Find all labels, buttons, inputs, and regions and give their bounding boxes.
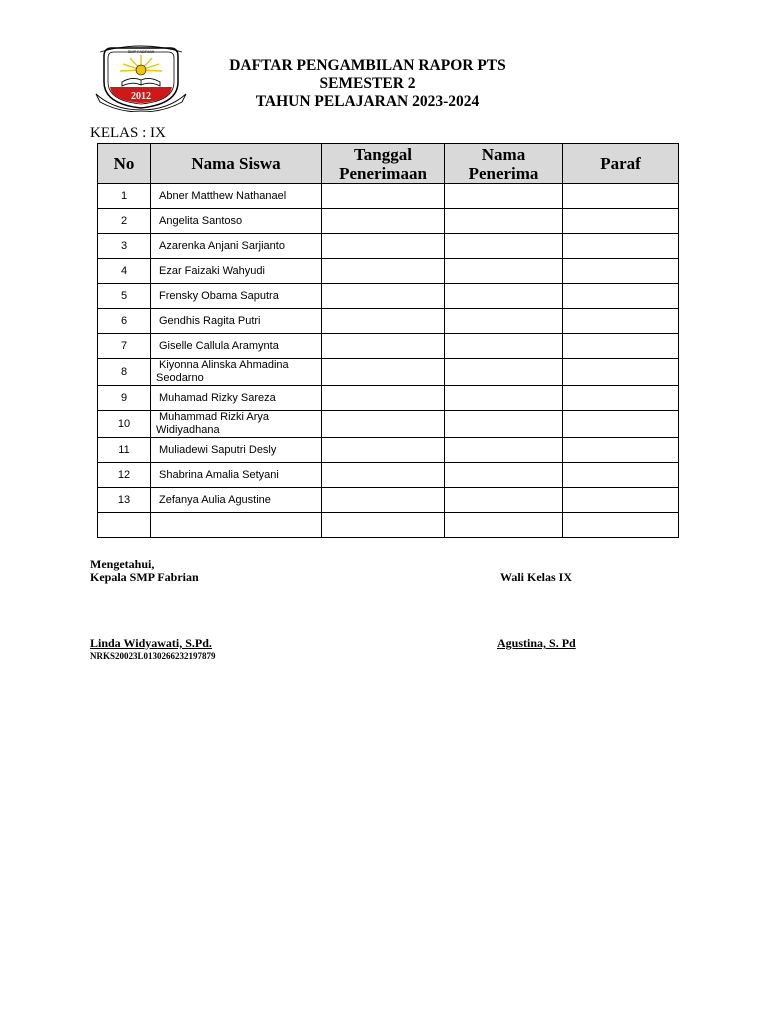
penerima-cell <box>445 259 563 284</box>
tanggal-cell <box>322 234 445 259</box>
header-tanggal-line1: Tanggal <box>354 144 412 164</box>
document-title <box>190 57 545 111</box>
row-number: 1 <box>98 184 151 209</box>
paraf-cell <box>563 309 679 334</box>
wali-kelas-name: Agustina, S. Pd <box>497 636 576 650</box>
student-name-line2: Widiyadhana <box>156 424 220 436</box>
penerima-cell <box>445 386 563 411</box>
row-number: 11 <box>98 438 151 463</box>
penerima-cell <box>445 309 563 334</box>
tanggal-cell <box>322 309 445 334</box>
title-line-3: TAHUN PELAJARAN 2023-2024 <box>255 93 480 110</box>
paraf-cell <box>563 386 679 411</box>
student-name: Angelita Santoso <box>151 209 322 234</box>
row-number: 5 <box>98 284 151 309</box>
student-name-line1: Kiyonna Alinska Ahmadina <box>159 359 289 371</box>
tanggal-cell <box>322 513 445 538</box>
school-logo <box>94 44 188 112</box>
paraf-cell <box>563 411 679 438</box>
tanggal-cell <box>322 411 445 438</box>
penerima-cell <box>445 463 563 488</box>
paraf-cell <box>563 209 679 234</box>
table-row <box>98 438 679 463</box>
kepala-title: Kepala SMP Fabrian <box>90 570 199 584</box>
kepala-name: Linda Widyawati, S.Pd. <box>90 636 212 650</box>
table-row <box>98 259 679 284</box>
student-name <box>151 513 322 538</box>
penerima-cell <box>445 438 563 463</box>
tanggal-cell <box>322 284 445 309</box>
penerima-cell <box>445 411 563 438</box>
row-number: 6 <box>98 309 151 334</box>
paraf-cell <box>563 359 679 386</box>
title-line-2: SEMESTER 2 <box>319 75 416 92</box>
student-name: Muliadewi Saputri Desly <box>151 438 322 463</box>
student-name: Gendhis Ragita Putri <box>151 309 322 334</box>
student-name: Giselle Callula Aramynta <box>151 334 322 359</box>
student-name-line1: Muhammad Rizki Arya <box>159 411 270 423</box>
table-row <box>98 386 679 411</box>
paraf-cell <box>563 234 679 259</box>
tanggal-cell <box>322 209 445 234</box>
penerima-cell <box>445 359 563 386</box>
title-line-1: DAFTAR PENGAMBILAN RAPOR PTS <box>229 57 506 74</box>
header-paraf: Paraf <box>563 144 679 184</box>
paraf-cell <box>563 184 679 209</box>
tanggal-cell <box>322 463 445 488</box>
table-row <box>98 488 679 513</box>
tanggal-cell <box>322 386 445 411</box>
student-name: Abner Matthew Nathanael <box>151 184 322 209</box>
row-number: 12 <box>98 463 151 488</box>
table-row <box>98 463 679 488</box>
penerima-cell <box>445 209 563 234</box>
row-number: 2 <box>98 209 151 234</box>
row-number: 13 <box>98 488 151 513</box>
header-tanggal-penerimaan <box>322 144 445 184</box>
tanggal-cell <box>322 488 445 513</box>
paraf-cell <box>563 463 679 488</box>
row-number: 3 <box>98 234 151 259</box>
table-row-empty <box>98 513 679 538</box>
table-row <box>98 309 679 334</box>
paraf-cell <box>563 488 679 513</box>
header-nama-penerima <box>445 144 563 184</box>
table-row <box>98 334 679 359</box>
student-name: Ezar Faizaki Wahyudi <box>151 259 322 284</box>
student-name <box>151 411 322 438</box>
paraf-cell <box>563 284 679 309</box>
kepala-nrks: NRKS20023L0130266232197879 <box>90 651 216 661</box>
table-header-row <box>98 144 679 184</box>
penerima-cell <box>445 184 563 209</box>
table-row <box>98 411 679 438</box>
row-number: 4 <box>98 259 151 284</box>
tanggal-cell <box>322 359 445 386</box>
header-penerima-line2: Penerima <box>468 163 539 183</box>
table-row <box>98 184 679 209</box>
table-row <box>98 234 679 259</box>
class-label: KELAS : IX <box>90 125 166 141</box>
student-name-line2: Seodarno <box>156 372 204 384</box>
row-number: 9 <box>98 386 151 411</box>
penerima-cell <box>445 488 563 513</box>
student-name <box>151 359 322 386</box>
student-name: Shabrina Amalia Setyani <box>151 463 322 488</box>
paraf-cell <box>563 513 679 538</box>
header-penerima-line1: Nama <box>481 144 526 164</box>
tanggal-cell <box>322 438 445 463</box>
row-number: 8 <box>98 359 151 386</box>
student-name: Muhamad Rizky Sareza <box>151 386 322 411</box>
mengetahui-label: Mengetahui, <box>90 557 155 571</box>
row-number <box>98 513 151 538</box>
paraf-cell <box>563 334 679 359</box>
table-row <box>98 284 679 309</box>
roster-table <box>97 143 679 538</box>
tanggal-cell <box>322 334 445 359</box>
row-number: 10 <box>98 411 151 438</box>
header-no: No <box>98 144 151 184</box>
logo-name-text: SMP FABRIAN <box>127 49 155 54</box>
table-row <box>98 359 679 386</box>
penerima-cell <box>445 513 563 538</box>
paraf-cell <box>563 438 679 463</box>
student-name: Frensky Obama Saputra <box>151 284 322 309</box>
wali-kelas-title: Wali Kelas IX <box>500 570 573 584</box>
paraf-cell <box>563 259 679 284</box>
header-nama-siswa: Nama Siswa <box>151 144 322 184</box>
tanggal-cell <box>322 259 445 284</box>
table-row <box>98 209 679 234</box>
penerima-cell <box>445 334 563 359</box>
penerima-cell <box>445 284 563 309</box>
penerima-cell <box>445 234 563 259</box>
tanggal-cell <box>322 184 445 209</box>
header-tanggal-line2: Penerimaan <box>339 163 427 183</box>
student-name: Azarenka Anjani Sarjianto <box>151 234 322 259</box>
logo-year-text: 2012 <box>131 91 151 102</box>
row-number: 7 <box>98 334 151 359</box>
student-name: Zefanya Aulia Agustine <box>151 488 322 513</box>
